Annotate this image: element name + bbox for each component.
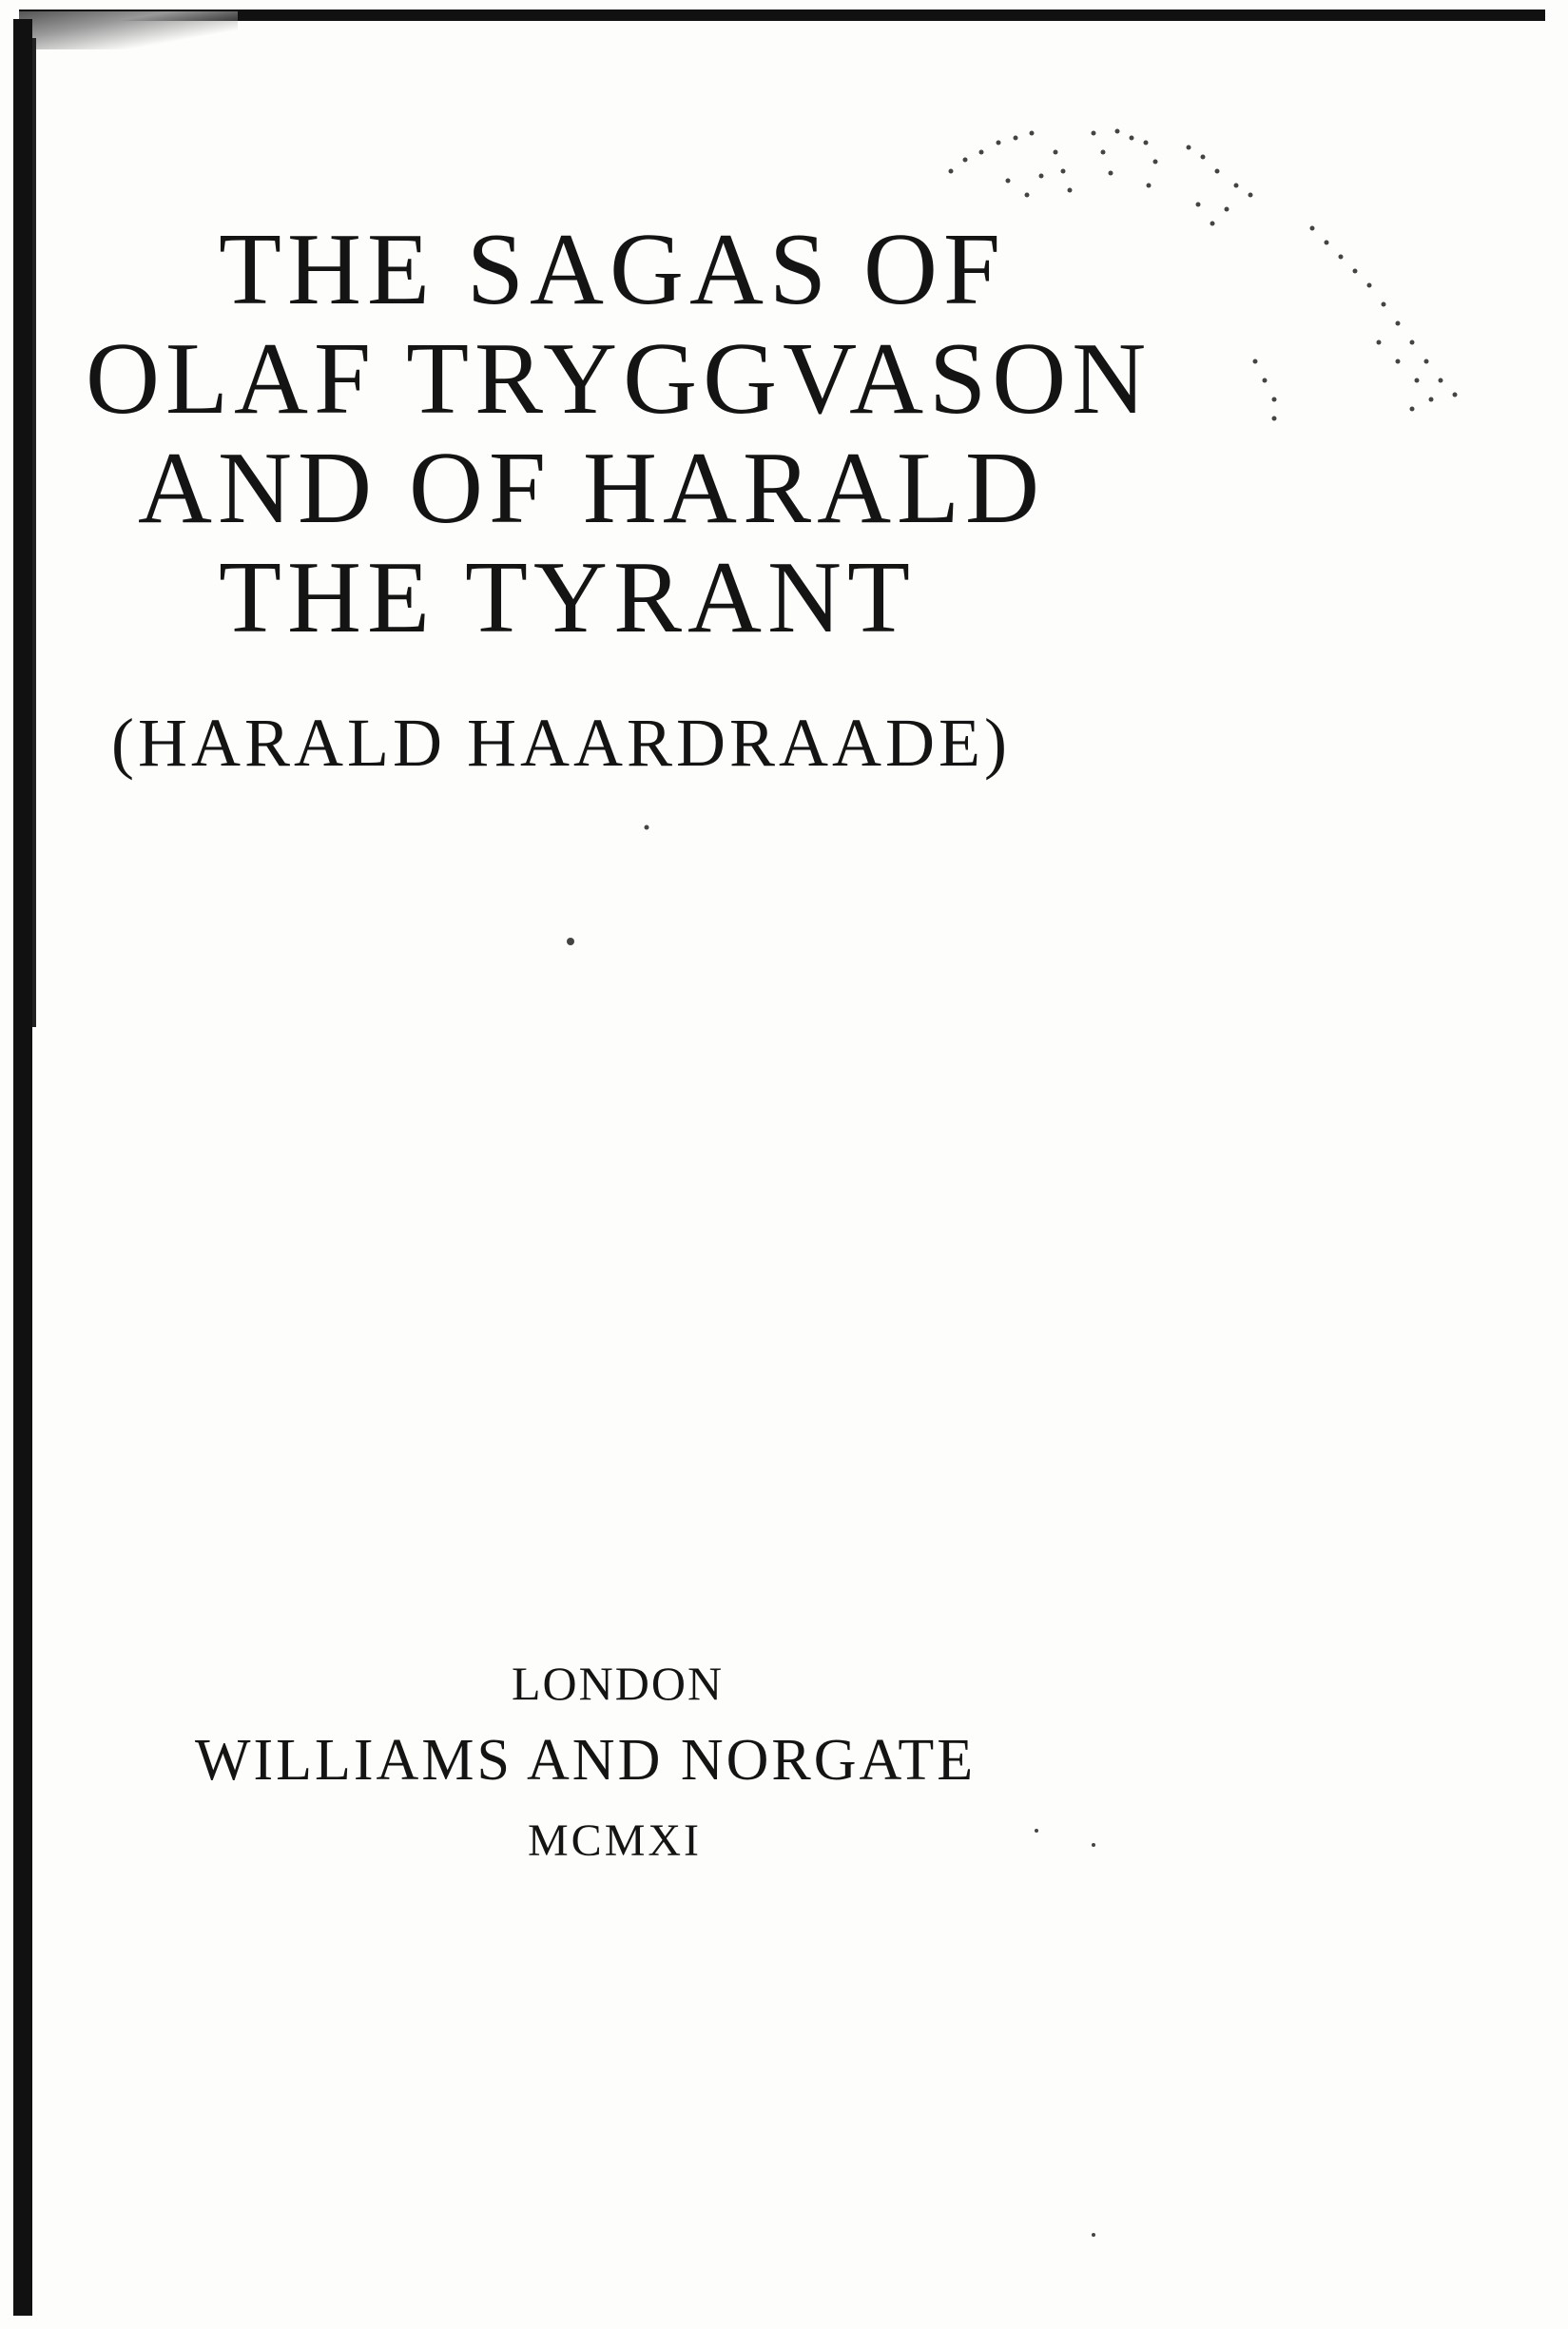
title-line-2: OLAF TRYGGVASON xyxy=(86,322,1152,436)
subtitle: (HARALD HAARDRAADE) xyxy=(111,705,1011,781)
title-line-1: THE SAGAS OF xyxy=(219,213,1007,326)
title-line-3: AND OF HARALD xyxy=(138,432,1046,545)
title-line-4: THE TYRANT xyxy=(219,541,916,654)
imprint-city: LONDON xyxy=(512,1657,725,1710)
imprint-year: MCMXI xyxy=(528,1815,703,1866)
imprint-publisher: WILLIAMS AND NORGATE xyxy=(195,1728,977,1793)
